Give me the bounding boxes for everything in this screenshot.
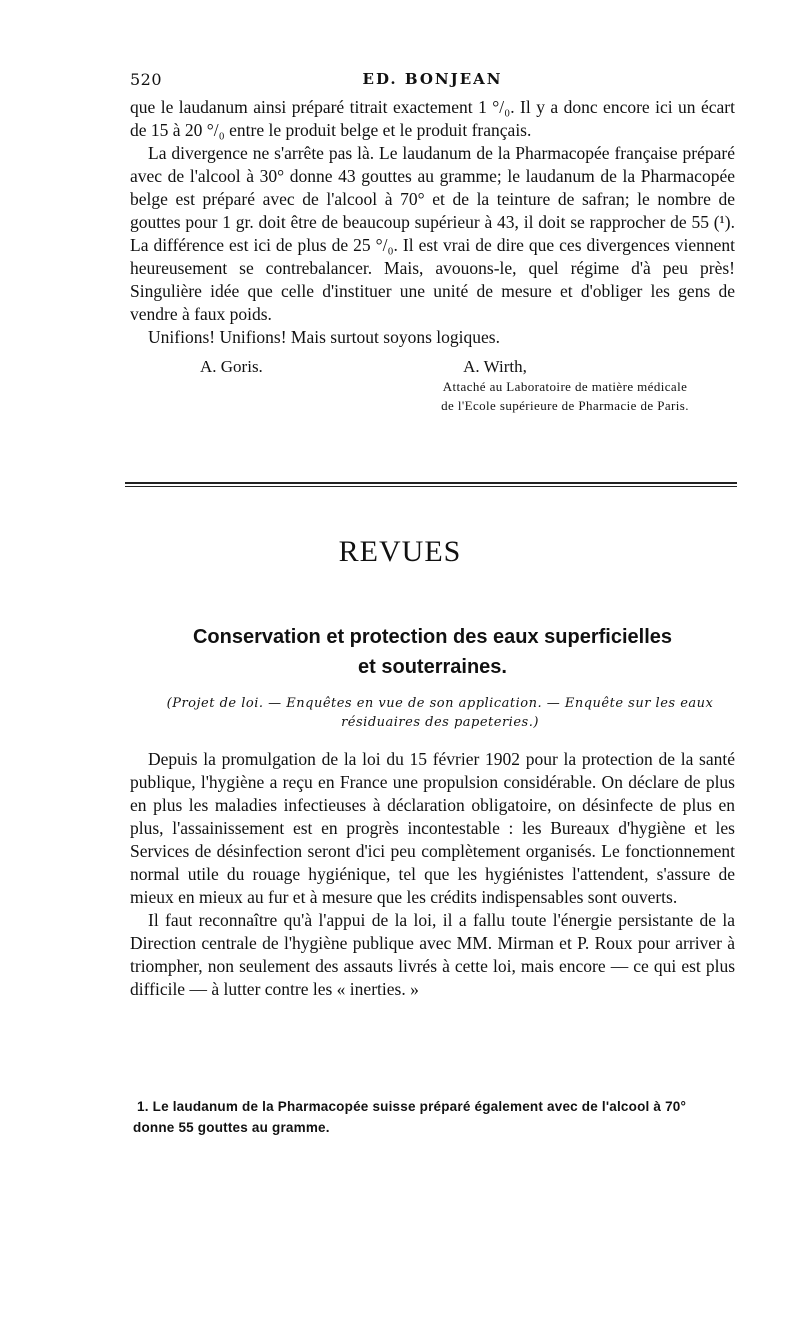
signature-wirth (395, 357, 735, 415)
signature-goris: A. Goris. (200, 357, 263, 376)
paragraph-continued: que le laudanum ainsi préparé titrait exactement 1 °/₀. Il y a donc encore ici un écart de 15 à 20 °/₀ entre le produit belge et le produit français. (130, 97, 735, 140)
signature-affiliation-2: de l'Ecole supérieure de Pharmacie de Paris. (441, 398, 689, 413)
page-number: 520 (130, 70, 163, 89)
footnote-number: 1. (137, 1099, 149, 1114)
article-paragraph-1: Depuis la promulgation de la loi du 15 février 1902 pour la protection de la santé publique, l'hygiène a reçu en France une propulsion considérable. On déclare de plus en plus les maladies infectieuses à déclaration obligatoire, on désinfecte de plus en plus, l'assainissement est en progrès incontestable : les Bureaux d'hygiène et les Services de désinfection seront d'ici peu complètement organisés. Le fonctionnement normal utile du rouage hygiénique, tel que les hygiénistes l'attendent, s'assure de mieux en mieux au fur et à mesure que les crédits indispensables sont ouverts. (130, 749, 735, 907)
article-body (130, 748, 735, 1001)
article-title-line-1: Conservation et protection des eaux superficielles (192, 626, 673, 648)
paragraph-unifions: Unifions! Unifions! Mais surtout soyons logiques. (148, 327, 500, 347)
page-body (130, 70, 735, 417)
signature-block (130, 357, 735, 417)
running-head: ED. BONJEAN (362, 70, 503, 88)
footnote (133, 1096, 733, 1138)
signature-wirth-name: A. Wirth, (463, 357, 527, 376)
signature-affiliation-1: Attaché au Laboratoire de matière médicale (442, 379, 688, 394)
article-title-line-2: et souterraines. (358, 656, 507, 678)
page-header (130, 70, 735, 96)
article-subtitle-line-2: résiduaires des papeteries.) (341, 715, 539, 730)
section-divider (125, 482, 737, 487)
footnote-line-1: Le laudanum de la Pharmacopée suisse préparé également avec de l'alcool à 70° (152, 1099, 687, 1114)
article-subtitle-line-1: (Projet de loi. — Enquêtes en vue de son application. — Enquête sur les eaux (166, 696, 714, 711)
article-paragraph-2: Il faut reconnaître qu'à l'appui de la loi, il a fallu toute l'énergie persistante de la Direction centrale de l'hygiène publique avec MM. Mirman et P. Roux pour arriver à triompher, non seulement des assauts livrés à cette loi, mais encore — ce qui est plus difficile — à lutter contre les « inerties. » (130, 910, 735, 999)
divider-rule-thin (125, 486, 737, 487)
article-title (130, 622, 735, 682)
footnote-line-2: donne 55 gouttes au gramme. (133, 1120, 330, 1135)
paragraph-divergence: La divergence ne s'arrête pas là. Le laudanum de la Pharmacopée française préparé avec de l'alcool à 30° donne 43 gouttes au gramme; le laudanum de la Pharmacopée belge est préparé avec de l'alcool à 70° et de la teinture de safran; le nombre de gouttes pour 1 gr. doit être de beaucoup supérieur à 43, il doit se rapprocher de 55 (¹). La différence est ici de plus de 25 °/₀. Il est vrai de dire que ces divergences viennent heureusement se contrebalancer. Mais, avouons-le, quel régime d'à peu près! Singulière idée que celle d'instituer une unité de mesure et d'obliger les gens de vendre à faux poids. (130, 143, 735, 324)
divider-rule-thick (125, 482, 737, 484)
article-subtitle (160, 694, 720, 732)
section-title: REVUES (338, 535, 462, 568)
